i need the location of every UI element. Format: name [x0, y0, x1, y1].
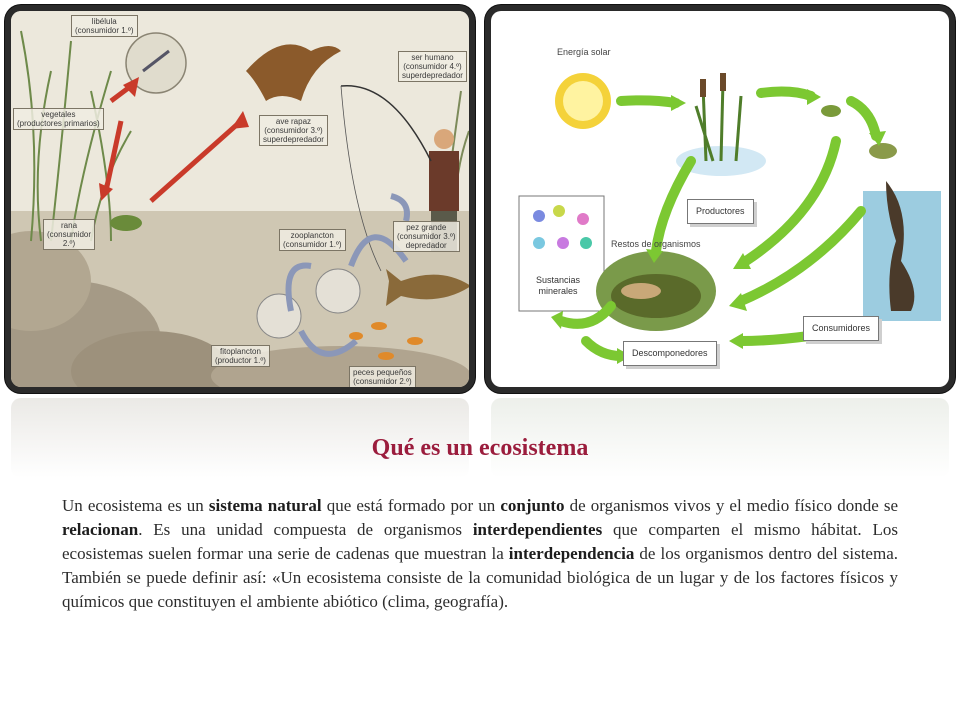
- food-chain-panel: [5, 5, 475, 393]
- page-title: Qué es un ecosistema: [371, 435, 589, 461]
- paragraph-bold-term: interdependencia: [508, 544, 635, 563]
- label-fitoplancton: fitoplancton (productor 1.º): [211, 345, 270, 367]
- ecosystem-cycle-illustration: [491, 11, 949, 387]
- label-energia-solar: Energía solar: [557, 47, 611, 57]
- label-descomponedores: Descomponedores: [623, 341, 717, 366]
- label-rana: rana (consumidor 2.º): [43, 219, 95, 250]
- label-ave-rapaz: ave rapaz (consumidor 3.º) superdepredador: [259, 115, 328, 146]
- paragraph-bold-term: sistema natural: [208, 496, 322, 515]
- label-consumidores: Consumidores: [803, 316, 879, 341]
- food-chain-illustration: [11, 11, 469, 387]
- label-restos-organismos: Restos de organismos: [611, 239, 701, 249]
- paragraph-bold-term: interdependientes: [472, 520, 603, 539]
- paragraph-bold-term: conjunto: [500, 496, 565, 515]
- paragraph-text: que está formado por un: [321, 496, 501, 515]
- paragraph-bold-term: relacionan: [62, 520, 139, 539]
- label-sustancias-minerales: Sustancias minerales: [535, 275, 581, 296]
- label-peces-pequenos: peces pequeños (consumidor 2.º): [349, 366, 416, 387]
- ecosystem-cycle-panel: [485, 5, 955, 393]
- label-vegetales: vegetales (productores primarios): [13, 108, 104, 130]
- paragraph-text: . Es una unidad compuesta de organismos: [138, 520, 473, 539]
- paragraph-text: de organismos vivos y el medio físico donde se: [564, 496, 898, 515]
- paragraph-text: que comparten el mismo hábitat. Los ecosistemas suelen formar una serie de cadenas que muestran la: [62, 520, 898, 563]
- label-zooplancton: zooplancton (consumidor 1.º): [279, 229, 346, 251]
- label-ser-humano: ser humano (consumidor 4.º) superdepredador: [398, 51, 467, 82]
- paragraph-text: Un ecosistema es un: [62, 496, 209, 515]
- label-productores: Productores: [687, 199, 754, 224]
- paragraph-text: de los organismos dentro del sistema. También se puede definir así: «Un ecosistema consiste de la comunidad biológica de un lugar y de los factores físicos y químicos que constituyen el ambiente abiótico (clima, geografía).: [62, 544, 898, 611]
- label-libelula: libélula (consumidor 1.º): [71, 15, 138, 37]
- ecosystem-definition-paragraph: [62, 494, 898, 614]
- label-pez-grande: pez grande (consumidor 3.º) depredador: [393, 221, 460, 252]
